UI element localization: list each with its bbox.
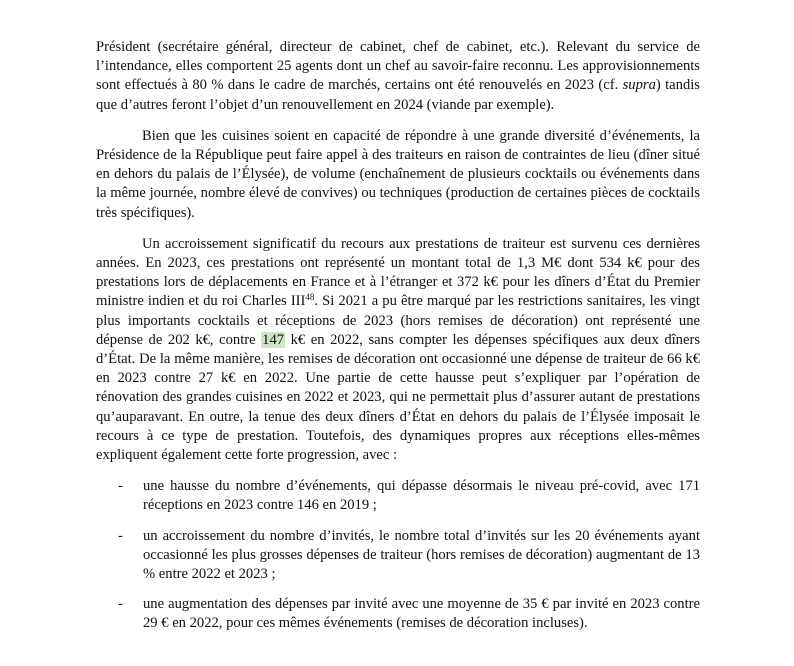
list-item: [96, 477, 700, 515]
bullet-dash: -: [118, 478, 123, 495]
list-item-text: un accroissement du nombre d’invités, le nombre total d’invités sur les 20 événements ayant occasionné les plus grosses dépenses de traiteur (hors remises de décoration) augmentant de 13 % entre 2022 et 2023 ;: [143, 527, 700, 583]
list-item: [96, 595, 700, 633]
paragraph-intendance-end: ) tandis que d’autres feront l’objet d’un renouvellement en 2024 (viande par exemple).: [96, 77, 700, 113]
footnote-ref-48[interactable]: 48: [305, 292, 315, 303]
list-item: [96, 527, 700, 585]
list-item-text: une hausse du nombre d’événements, qui dépasse désormais le niveau pré-covid, avec 171 réceptions en 2023 contre 146 en 2019 ;: [143, 478, 700, 514]
bullet-list: [96, 477, 700, 633]
bullet-dash: -: [118, 596, 123, 613]
italic-supra: supra: [622, 77, 656, 94]
paragraph-intendance-text: Président (secrétaire général, directeur de cabinet, chef de cabinet, etc.). Relevant du service de l’intendance, elles comportent 25 agents dont un chef au savoir-faire reconnu. Les approvisionnements sont effectués à 80 % dans le cadre de marchés, certains ont été renouvelés en 2023 (cf.: [96, 39, 700, 94]
bullet-dash: -: [118, 527, 123, 544]
document-page: [96, 38, 700, 634]
paragraph-accroissement: [96, 235, 700, 465]
paragraph-accroissement-text-c: k€ en 2022, sans compter les dépenses spécifiques aux deux dîners d’État. De la même manière, les remises de décoration ont occasionné une dépense de traiteur de 66 k€ en 2023 contre 27 k€ en 2022. Une partie de cette hausse peut s’expliquer par l’opération de rénovation des grandes cuisines en 2022 et 2023, qui ne permettait plus d’assurer autant de prestations qu’auparavant. En outre, la tenue des deux dîners d’État en dehors du palais de l’Élysée imposait le recours à ce type de prestation. Toutefois, des dynamiques propres aux réceptions elles-mêmes expliquent également cette forte progression, avec :: [96, 331, 700, 464]
highlighted-value: 147: [262, 331, 285, 348]
list-item-text: une augmentation des dépenses par invité avec une moyenne de 35 € par invité en 2023 contre 29 € en 2022, pour ces mêmes événements (remises de décoration incluses).: [143, 596, 700, 632]
paragraph-traiteurs: Bien que les cuisines soient en capacité de répondre à une grande diversité d’événements, la Présidence de la République peut faire appel à des traiteurs en raison de contraintes de lieu (dîner situé en dehors du palais de l’Élysée), de volume (enchaînement de plusieurs cocktails ou événements dans la même journée, nombre élevé de convives) ou techniques (production de certaines pièces de cocktails très spécifiques).: [96, 127, 700, 221]
paragraph-accroissement-text-b: . Si 2021 a pu être marqué par les restrictions sanitaires, les vingt plus importants cocktails et réceptions de 2023 (hors remises de décoration) ont représenté une dépense de 202 k€, contre: [96, 293, 700, 348]
paragraph-accroissement-text-a: Un accroissement significatif du recours aux prestations de traiteur est survenu ces dernières années. En 2023, ces prestations ont représenté un montant total de 1,3 M€ dont 534 k€ pour des prestations lors de déplacements en France et à l’étranger et 372 k€ pour les dîners d’État du Premier ministre indien et du roi Charles III: [96, 235, 700, 310]
paragraph-intendance: [96, 38, 700, 115]
